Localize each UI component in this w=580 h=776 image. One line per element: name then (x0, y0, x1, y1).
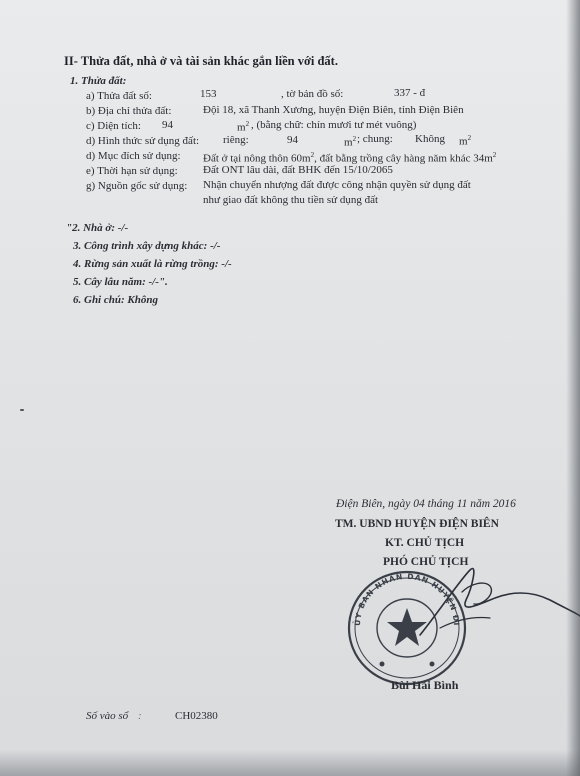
map-sheet-label: , tờ bản đồ số: (281, 88, 344, 100)
purpose-value: Đất ở tại nông thôn $60m^2$, đất bằng trồng cây hàng năm khác $34m^2$ (203, 151, 497, 165)
private-value: 94 (287, 134, 298, 146)
house-item: "2. Nhà ở: -/- (66, 222, 129, 234)
signer-name: Bùi Hải Bình (391, 678, 459, 692)
origin-value-line1: Nhận chuyển nhượng đất được công nhận quyền sử dụng đất (203, 179, 471, 191)
handwritten-signature (400, 540, 580, 660)
purpose-label: d) Mục đích sử dụng: (86, 150, 181, 162)
page-edge-shadow (566, 0, 580, 776)
term-value: Đất ONT lâu dài, đất BHK đến 15/10/2065 (203, 164, 393, 176)
perennial-trees-item: 5. Cây lâu năm: -/-". (73, 276, 168, 288)
term-label: e) Thời hạn sử dụng: (86, 165, 178, 177)
common-label: ; chung: (357, 133, 393, 145)
area-unit: $m^2$ (237, 120, 250, 134)
use-form-label: d) Hình thức sử dụng đất: (86, 135, 200, 147)
common-value: Không (415, 133, 445, 145)
origin-value-line2: như giao đất không thu tiền sử dụng đất (203, 194, 379, 206)
map-sheet-value: 337 - đ (394, 87, 426, 99)
parcel-number-value: 153 (200, 88, 217, 100)
issuing-org: TM. UBND HUYỆN ĐIỆN BIÊN (335, 518, 499, 530)
register-smudge: : (138, 710, 142, 722)
kt-chairman: KT. CHỦ TỊCH (385, 537, 465, 549)
construction-item: 3. Công trình xây dựng khác: -/- (73, 240, 221, 252)
section-title: II- Thửa đất, nhà ở và tài sản khác gắn liền với đất. (64, 54, 338, 68)
register-label: Số vào sổ (86, 710, 129, 722)
place-date: Điện Biên, ngày 04 tháng 11 năm 2016 (336, 498, 516, 510)
page-bottom-shadow (0, 750, 580, 776)
origin-label: g) Nguồn gốc sử dụng: (86, 180, 188, 192)
common-unit: $m^2$ (459, 134, 472, 148)
register-number: CH02380 (175, 710, 218, 722)
vice-chairman-title: PHÓ CHỦ TỊCH (383, 556, 469, 568)
parcel-number-label: a) Thửa đất số: (86, 90, 152, 102)
area-value: 94 (162, 119, 173, 131)
note-item: 6. Ghi chú: Không (73, 294, 158, 306)
private-unit: $m^2$ (344, 135, 357, 149)
private-label: riêng: (223, 134, 249, 146)
address-value: Đội 18, xã Thanh Xương, huyện Điện Biên, tỉnh Điện Biên (203, 104, 464, 116)
address-label: b) Địa chỉ thửa đất: (86, 105, 172, 117)
speck (20, 409, 24, 411)
forest-item: 4. Rừng sản xuất là rừng trồng: -/- (73, 258, 232, 270)
seal-text: ỦY BAN NHÂN DÂN HUYỆN ĐI (352, 571, 462, 627)
area-in-words: , (bằng chữ: chín mươi tư mét vuông) (251, 119, 417, 131)
land-heading: 1. Thửa đất: (70, 75, 127, 87)
area-label: c) Diện tích: (86, 120, 141, 132)
